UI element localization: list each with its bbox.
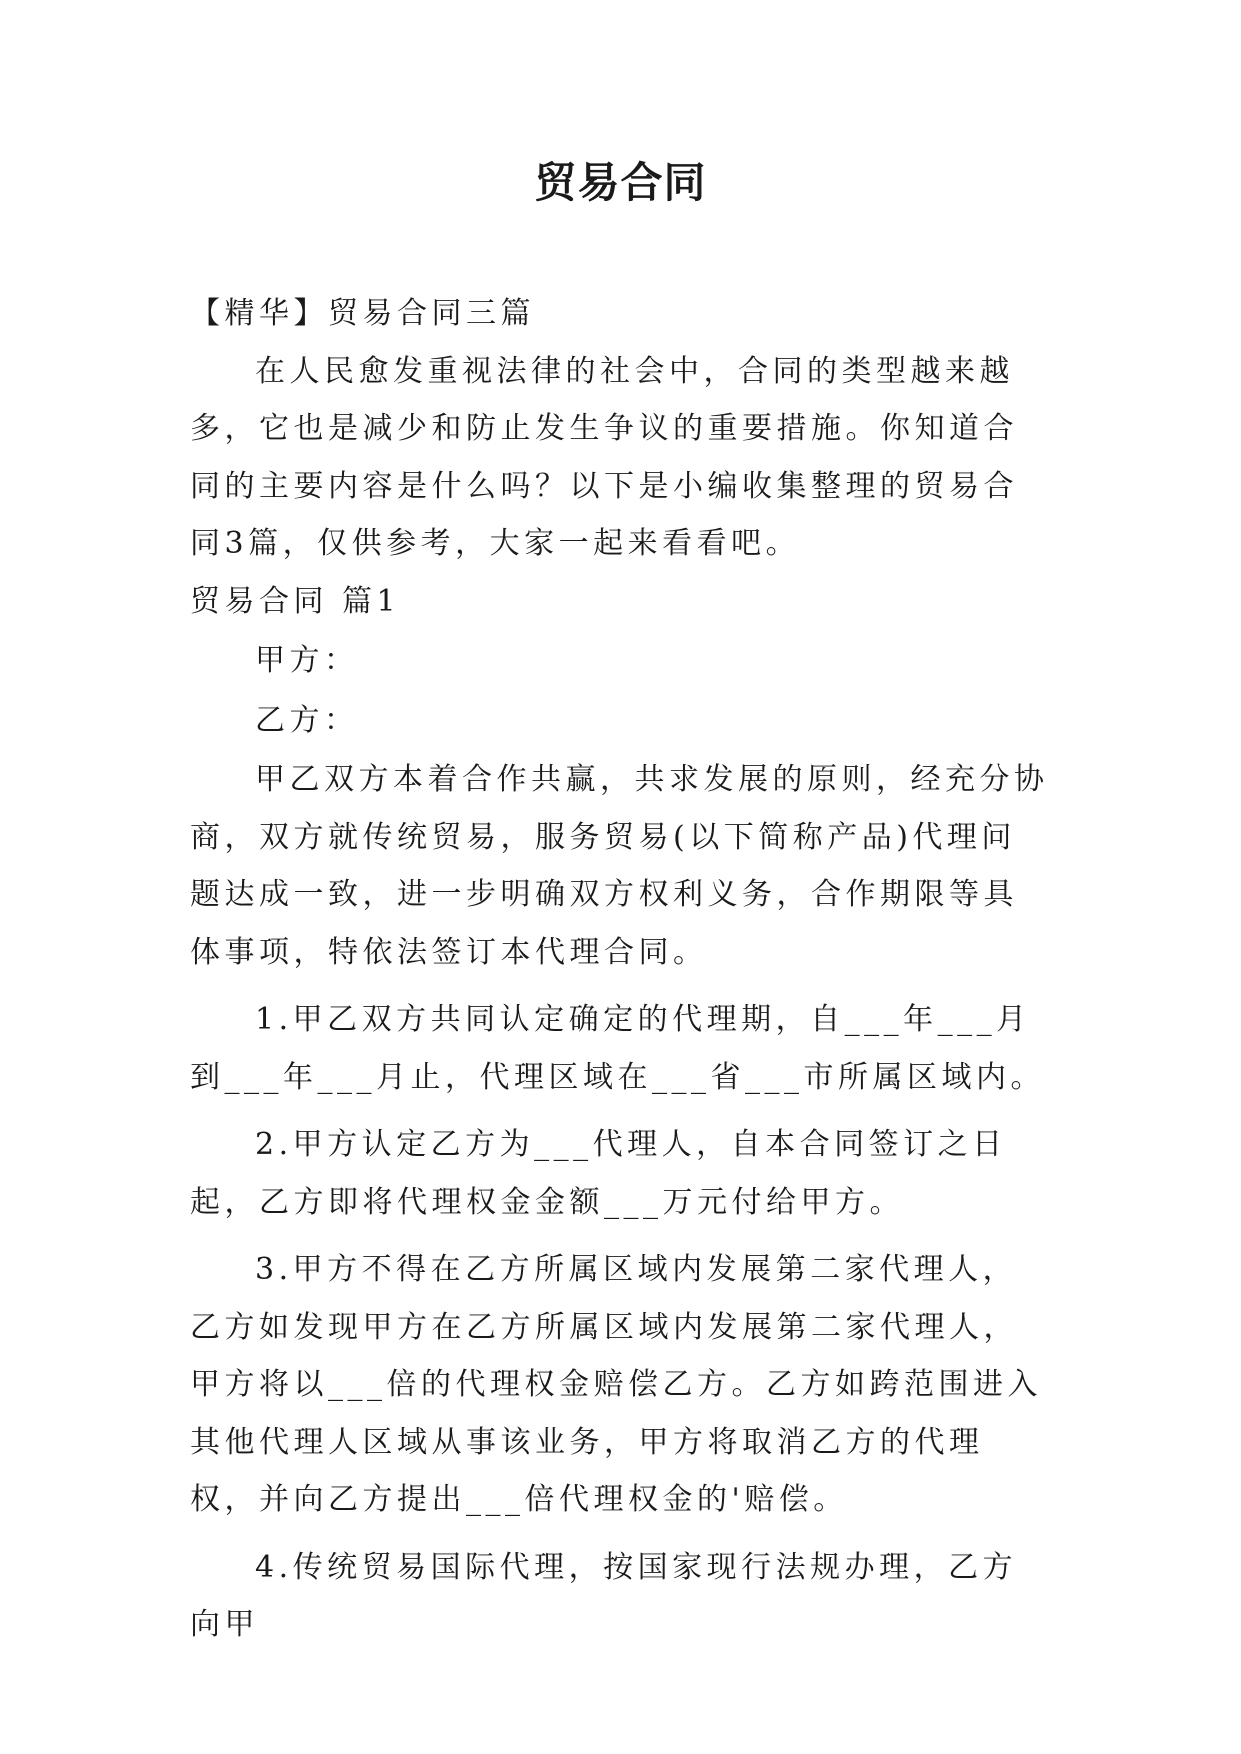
- preamble-paragraph: 甲乙双方本着合作共赢，共求发展的原则，经充分协商，双方就传统贸易，服务贸易(以下简称产品)代理问题达成一致，进一步明确双方权利义务，合作期限等具体事项，特依法签订本代理合同。: [190, 762, 1049, 970]
- document-subtitle: 【精华】贸易合同三篇: [190, 296, 535, 331]
- document-body: [190, 285, 1050, 1654]
- document-title: 贸易合同: [534, 158, 707, 207]
- party-b-line: 乙方：: [255, 702, 359, 738]
- clause-paragraph: 4.传统贸易国际代理，按国家现行法规办理，乙方向甲: [190, 1549, 1018, 1642]
- intro-paragraph: 在人民愈发重视法律的社会中，合同的类型越来越多，它也是减少和防止发生争议的重要措施。你知道合同的主要内容是什么吗？以下是小编收集整理的贸易合同3篇，仅供参考，大家一起来看看吧。: [190, 353, 1018, 561]
- party-a-line: 甲方：: [255, 643, 359, 678]
- clause-paragraph: 2.甲方认定乙方为___代理人，自本合同签订之日起，乙方即将代理权金金额___万元付给甲方。: [190, 1127, 1007, 1220]
- section-heading: 贸易合同 篇1: [190, 583, 401, 619]
- clause-paragraph: 1.甲乙双方共同认定确定的代理期，自___年___月到___年___月止，代理区域在___省___市所属区域内。: [190, 1002, 1045, 1095]
- clause-paragraph: 3.甲方不得在乙方所属区域内发展第二家代理人，乙方如发现甲方在乙方所属区域内发展第二家代理人，甲方将以___倍的代理权金赔偿乙方。乙方如跨范围进入其他代理人区域从事该业务，甲方将取消乙方的代理权，并向乙方提出___倍代理权金的'赔偿。: [190, 1252, 1042, 1517]
